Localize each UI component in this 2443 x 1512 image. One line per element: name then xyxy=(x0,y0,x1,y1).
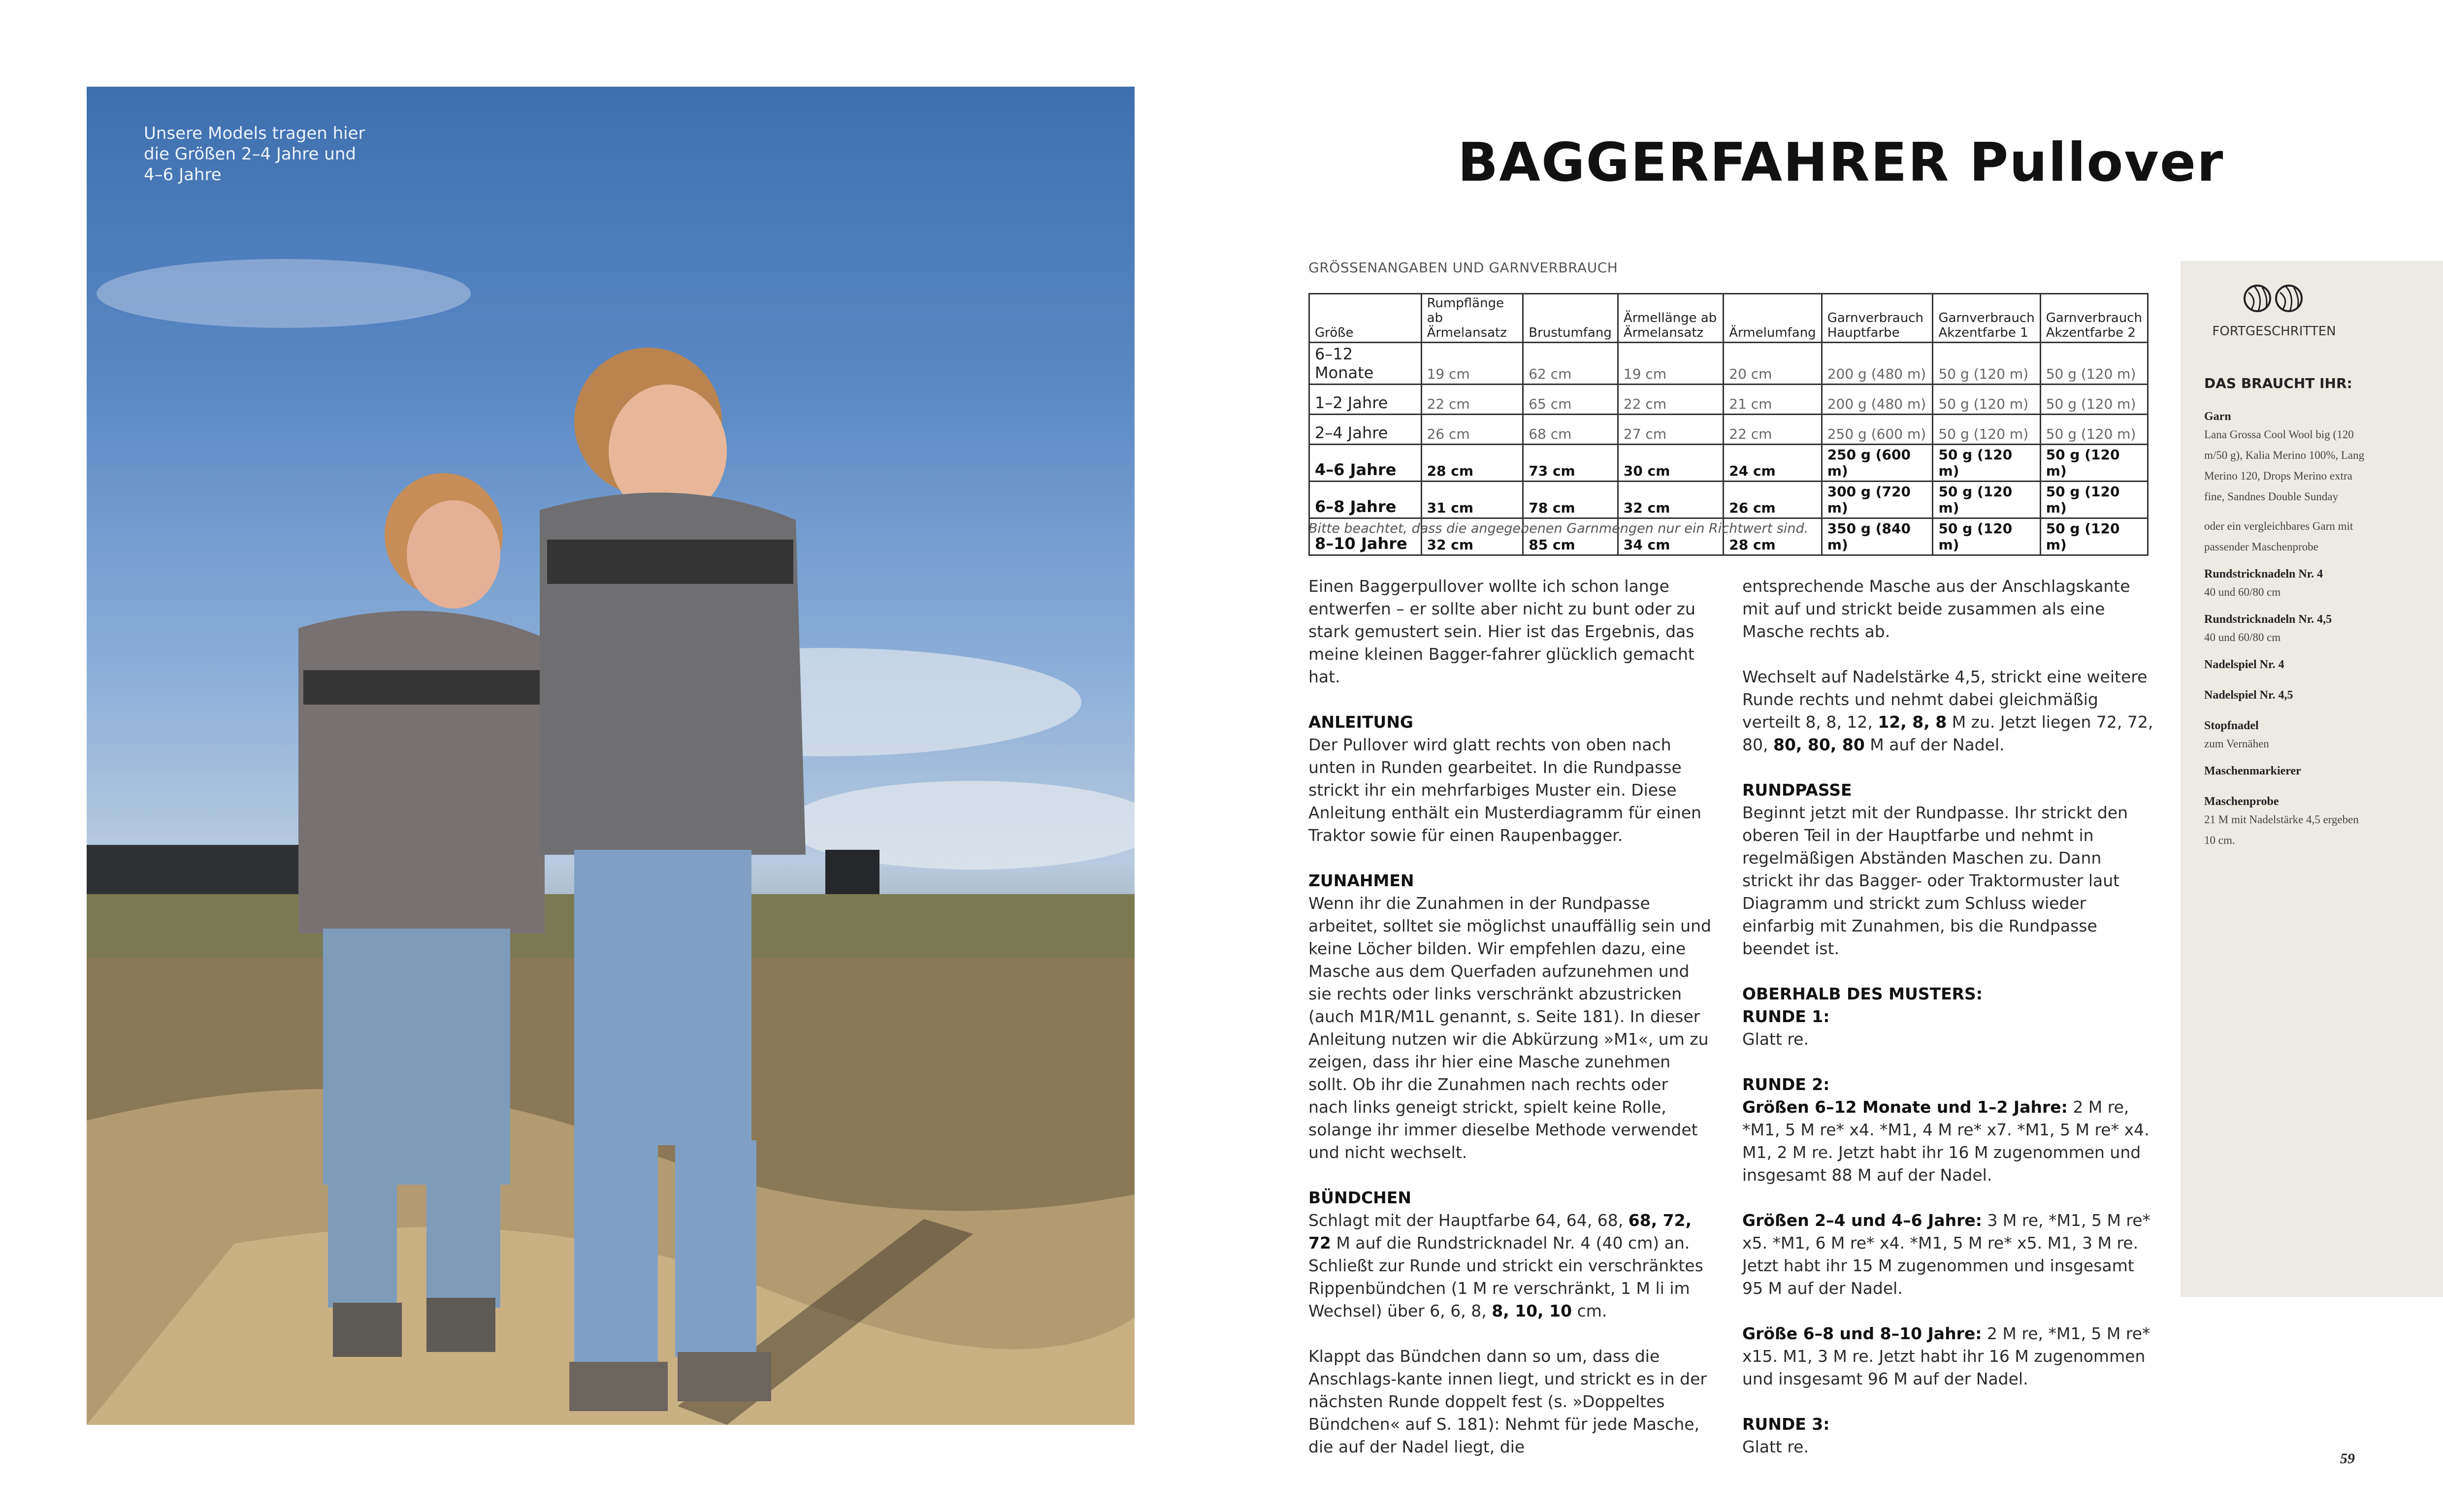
continuation-paragraph: entsprechende Masche aus der Anschlagskante mit auf und strickt beide zusammen als eine Masche rechts ab. xyxy=(1742,577,2130,641)
table-cell: 50 g (120 m) xyxy=(2040,482,2148,518)
section-heading-zunahmen: ZUNAHMEN xyxy=(1308,871,1414,890)
page-number: 59 xyxy=(2340,1450,2355,1467)
table-cell: 50 g (120 m) xyxy=(2040,518,2148,555)
table-header-cell: Brustumfang xyxy=(1523,294,1618,343)
table-caption: GRÖSSENANGABEN UND GARNVERBRAUCH xyxy=(1308,259,1618,276)
table-row xyxy=(1309,415,2148,445)
table-cell: 20 cm xyxy=(1724,343,1822,385)
table-cell: 26 cm xyxy=(1724,482,1822,518)
section-heading-anleitung: ANLEITUNG xyxy=(1308,712,1414,732)
section-heading-oberhalb: OBERHALB DES MUSTERS: xyxy=(1742,984,1983,1003)
text-column-2 xyxy=(1742,575,2153,1481)
table-cell: 30 cm xyxy=(1618,445,1723,482)
table-cell: 50 g (120 m) xyxy=(1933,415,2040,445)
intro-paragraph: Einen Baggerpullover wollte ich schon lange entwerfen – er sollte aber nicht zu bunt oder zu stark gemustert sein. Hier ist das Ergebnis, das meine kleinen Bagger-fahrer glücklich gemacht hat. xyxy=(1308,577,1695,686)
table-row xyxy=(1309,343,2148,385)
table-cell: 34 cm xyxy=(1618,518,1723,555)
runde-3-heading: RUNDE 3: xyxy=(1742,1415,1830,1434)
wechsel-paragraph: Wechselt auf Nadelstärke 4,5, strickt eine weitere Runde rechts und nehmt dabei gleichmäßig verteilt 8, 8, 12, 12, 8, 8 M zu. Jetzt liegen 72, 72, 80, 80, 80, 80 M auf der Nadel. xyxy=(1742,667,2153,754)
table-note: Bitte beachtet, dass die angegebenen Garnmengen nur ein Richtwert sind. xyxy=(1308,521,1809,536)
runde-1-text: Glatt re. xyxy=(1742,1029,1809,1049)
table-cell: 21 cm xyxy=(1724,385,1822,415)
table-cell: 50 g (120 m) xyxy=(1933,518,2040,555)
table-cell: 62 cm xyxy=(1523,343,1618,385)
table-cell: 68 cm xyxy=(1523,415,1618,445)
material-item: Garn Lana Grossa Cool Wool big (120 m/50 g), Kalia Merino 100%, Lang Merino 120, Drops Merino extra fine, Sandnes Double Sunday xyxy=(2204,410,2365,503)
table-cell: 6–12 Monate xyxy=(1309,343,1422,385)
table-cell: 250 g (600 m) xyxy=(1822,415,1933,445)
table-cell: 22 cm xyxy=(1618,385,1723,415)
material-item: Nadelspiel Nr. 4 xyxy=(2204,658,2284,671)
table-header-row xyxy=(1309,294,2148,343)
table-row xyxy=(1309,482,2148,518)
table-cell: 50 g (120 m) xyxy=(1933,482,2040,518)
table-cell: 22 cm xyxy=(1724,415,1822,445)
table-cell: 6–8 Jahre xyxy=(1309,482,1422,518)
table-cell: 65 cm xyxy=(1523,385,1618,415)
runde-2-sizes-b: Größen 2–4 und 4–6 Jahre: 3 M re, *M1, 5 M re* x5. *M1, 6 M re* x4. *M1, 5 M re* x5. M1, 3 M re. Jetzt habt ihr 15 M zugenommen und insgesamt 95 M auf der Nadel. xyxy=(1742,1211,2151,1298)
table-cell: 50 g (120 m) xyxy=(1933,343,2040,385)
buendchen-paragraph: Schlagt mit der Hauptfarbe 64, 64, 68, 68, 72, 72 M auf die Rundstricknadel Nr. 4 (40 cm) an. Schließt zur Runde und strickt ein verschränktes Rippenbündchen (1 M re verschränkt, 1 M li im Wechsel) über 6, 6, 8, 8, 10, 10 cm. xyxy=(1308,1211,1703,1320)
table-header-cell: Größe xyxy=(1309,294,1422,343)
section-heading-rundpasse: RUNDPASSE xyxy=(1742,780,1852,800)
yarn-ball-icon xyxy=(2276,286,2302,311)
table-cell: 22 cm xyxy=(1421,385,1523,415)
difficulty-label: FORTGESCHRITTEN xyxy=(2212,324,2336,339)
table-header-cell: Rumpflänge ab Ärmelansatz xyxy=(1421,294,1523,343)
rundpasse-paragraph: Beginnt jetzt mit der Rundpasse. Ihr strickt den oberen Teil in der Hauptfarbe und nehmt in regelmäßigen Abständen Maschen zu. Dann strickt ihr das Bagger- oder Traktormuster laut Diagramm und strickt zum Schluss wieder einfarbig mit Zunahmen, bis die Rundpasse beendet ist. xyxy=(1742,803,2128,958)
page-title: BAGGERFAHRER Pullover xyxy=(1458,132,2224,193)
runde-3-text: Glatt re. xyxy=(1742,1437,1809,1456)
table-cell: 32 cm xyxy=(1618,482,1723,518)
table-cell: 26 cm xyxy=(1421,415,1523,445)
material-item: Maschenprobe 21 M mit Nadelstärke 4,5 ergeben 10 cm. xyxy=(2204,795,2359,846)
table-header-cell: Garnverbrauch Akzentfarbe 2 xyxy=(2040,294,2148,343)
material-item: Rundstricknadeln Nr. 4,5 40 und 60/80 cm xyxy=(2204,613,2332,643)
table-header-cell: Ärmelumfang xyxy=(1724,294,1822,343)
table-row xyxy=(1309,385,2148,415)
table-header-cell: Ärmellänge ab Ärmelansatz xyxy=(1618,294,1723,343)
materials-heading: DAS BRAUCHT IHR: xyxy=(2204,375,2352,391)
table-cell: 1–2 Jahre xyxy=(1309,385,1422,415)
table-cell: 24 cm xyxy=(1724,445,1822,482)
runde-2-sizes-c: Größe 6–8 und 8–10 Jahre: 2 M re, *M1, 5 M re* x15. M1, 3 M re. Jetzt habt ihr 16 M zugenommen und insgesamt 96 M auf der Nadel. xyxy=(1742,1324,2150,1388)
size-table xyxy=(1308,293,2149,556)
material-item: Rundstricknadeln Nr. 4 40 und 60/80 cm xyxy=(2204,568,2323,598)
table-cell: 50 g (120 m) xyxy=(2040,343,2148,385)
table-row xyxy=(1309,445,2148,482)
photo-illustration xyxy=(87,87,1135,1425)
runde-2-sizes-a: Größen 6–12 Monate und 1–2 Jahre: 2 M re, *M1, 5 M re* x4. *M1, 4 M re* x7. *M1, 5 M re* x4. M1, 2 M re. Jetzt habt ihr 16 M zugenommen und insgesamt 88 M auf der Nadel. xyxy=(1742,1097,2150,1185)
table-cell: 200 g (480 m) xyxy=(1822,343,1933,385)
table-cell: 2–4 Jahre xyxy=(1309,415,1422,445)
table-cell: 19 cm xyxy=(1421,343,1523,385)
text-column-1 xyxy=(1308,575,1712,1481)
zunahmen-paragraph: Wenn ihr die Zunahmen in der Rundpasse arbeitet, solltet sie möglichst unauffällig sein und keine Löcher bilden. Wir empfehlen dazu, eine Masche aus dem Querfaden aufzunehmen und sie rechts oder links verschränkt abzustricken (auch M1R/M1L genannt, s. Seite 181). In dieser Anleitung nutzen wir die Abkürzung »M1«, um zu zeigen, dass ihr hier eine Masche zunehmen sollt. Ob ihr die Zunahmen nach rechts oder nach links geneigt strickt, spielt keine Rolle, solange ihr immer dieselbe Methode verwendet und nicht wechselt. xyxy=(1308,894,1711,1162)
materials-sidebar xyxy=(2181,261,2443,1297)
material-item: Nadelspiel Nr. 4,5 xyxy=(2204,689,2293,702)
table-cell: 31 cm xyxy=(1421,482,1523,518)
table-header-cell: Garnverbrauch Hauptfarbe xyxy=(1822,294,1933,343)
table-cell: 250 g (600 m) xyxy=(1822,445,1933,482)
photo-caption: Unsere Models tragen hier die Größen 2–4 Jahre und 4–6 Jahre xyxy=(144,124,365,185)
table-cell: 28 cm xyxy=(1421,445,1523,482)
cover-photo xyxy=(87,87,1135,1425)
runde-1-heading: RUNDE 1: xyxy=(1742,1007,1830,1026)
material-item: Maschenmarkierer xyxy=(2204,765,2301,777)
material-item: oder ein vergleichbares Garn mit passender Maschenprobe xyxy=(2204,520,2353,553)
table-cell: 350 g (840 m) xyxy=(1822,518,1933,555)
materials-list xyxy=(2204,409,2367,860)
table-header-cell: Garnverbrauch Akzentfarbe 1 xyxy=(1933,294,2040,343)
table-cell: 50 g (120 m) xyxy=(2040,415,2148,445)
difficulty-icons xyxy=(2244,284,2305,315)
table-cell: 50 g (120 m) xyxy=(1933,445,2040,482)
buendchen-paragraph-2: Klappt das Bündchen dann so um, dass die Anschlags-kante innen liegt, und strickt es in der nächsten Runde doppelt fest (s. »Doppeltes Bündchen« auf S. 181): Nehmt für jede Masche, die auf der Nadel liegt, die xyxy=(1308,1347,1707,1456)
table-cell: 73 cm xyxy=(1523,445,1618,482)
material-item: Stopfnadel zum Vernähen xyxy=(2204,719,2269,750)
anleitung-paragraph: Der Pullover wird glatt rechts von oben nach unten in Runden gearbeitet. In die Rundpasse strickt ihr ein mehrfarbiges Muster ein. Diese Anleitung enthält ein Musterdiagramm für einen Traktor sowie für einen Raupenbagger. xyxy=(1308,735,1701,845)
table-cell: 27 cm xyxy=(1618,415,1723,445)
table-cell: 50 g (120 m) xyxy=(2040,445,2148,482)
table-cell: 85 cm xyxy=(1523,518,1618,555)
table-cell: 4–6 Jahre xyxy=(1309,445,1422,482)
table-cell: 78 cm xyxy=(1523,482,1618,518)
table-cell: 300 g (720 m) xyxy=(1822,482,1933,518)
table-cell: 32 cm xyxy=(1421,518,1523,555)
table-cell: 19 cm xyxy=(1618,343,1723,385)
table-cell: 8–10 Jahre xyxy=(1309,518,1422,555)
table-cell: 28 cm xyxy=(1724,518,1822,555)
section-heading-buendchen: BÜNDCHEN xyxy=(1308,1188,1411,1207)
runde-2-heading: RUNDE 2: xyxy=(1742,1075,1830,1094)
table-cell: 50 g (120 m) xyxy=(2040,385,2148,415)
yarn-ball-icon xyxy=(2245,286,2270,311)
table-cell: 200 g (480 m) xyxy=(1822,385,1933,415)
table-cell: 50 g (120 m) xyxy=(1933,385,2040,415)
